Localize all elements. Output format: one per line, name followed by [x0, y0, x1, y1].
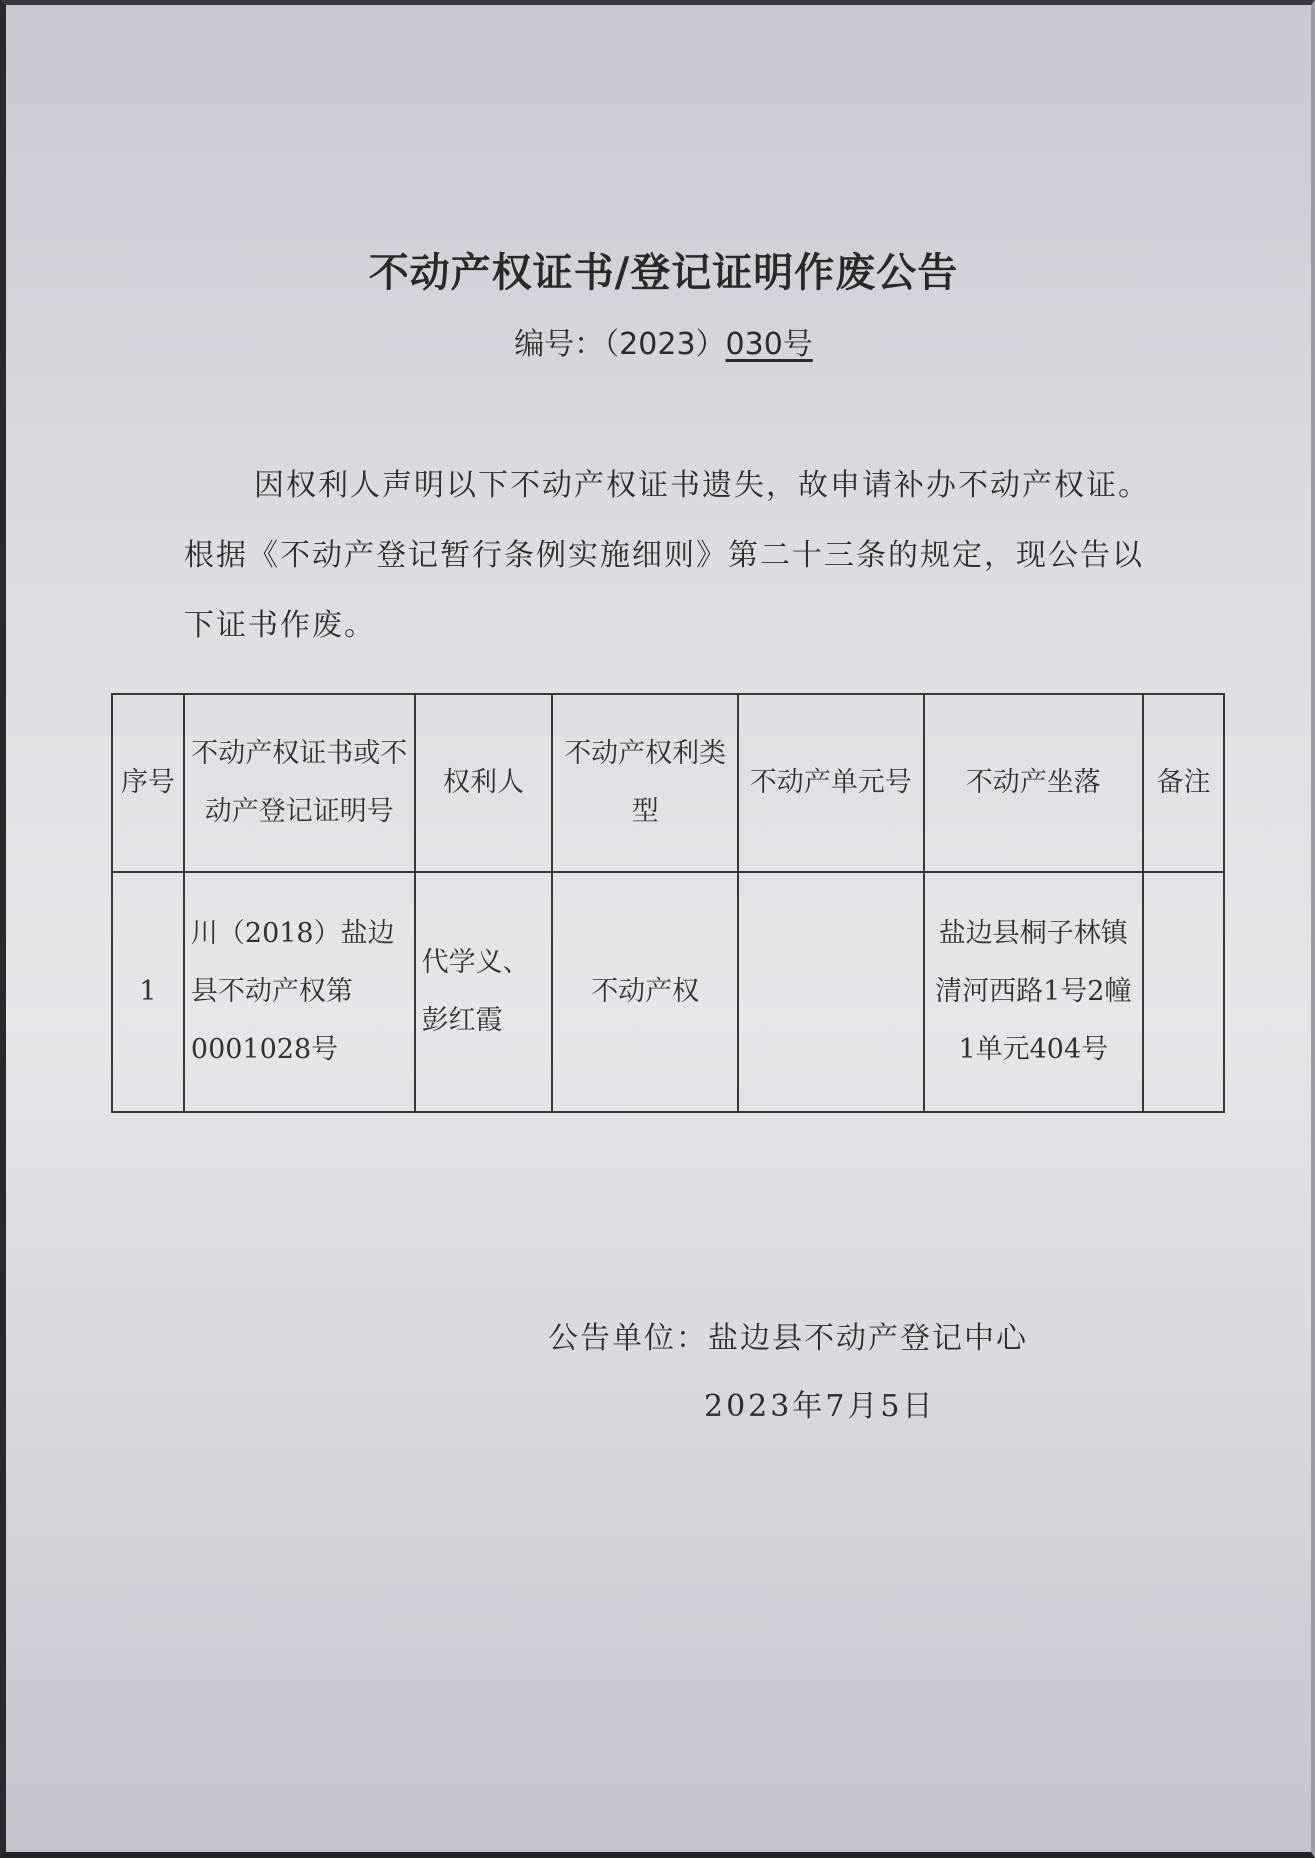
- header-remark: 备注: [1143, 694, 1224, 872]
- table-row: [112, 872, 1224, 1112]
- header-cert-no: 不动产权证书或不动产登记证明号: [184, 694, 415, 872]
- cell-location: 盐边县桐子林镇清河西路1号2幢1单元404号: [924, 872, 1144, 1112]
- header-seq: 序号: [112, 694, 184, 872]
- table-header-row: [112, 694, 1224, 872]
- cell-unit-no: [738, 872, 924, 1112]
- announcement-paragraph: 因权利人声明以下不动产权证书遗失，故申请补办不动产权证。根据《不动产登记暂行条例实施细则》第二十三条的规定，现公告以下证书作废。: [184, 468, 1150, 643]
- document-number-prefix: 编号：（2023）: [514, 327, 726, 362]
- certificate-table: [111, 693, 1225, 1113]
- header-holder: 权利人: [415, 694, 553, 872]
- cell-remark: [1143, 872, 1224, 1112]
- document-number-value: 030号: [725, 327, 813, 362]
- document-title: 不动产权证书/登记证明作废公告: [368, 249, 959, 296]
- issuing-unit: 公告单位：盐边县不动产登记中心: [548, 1321, 1028, 1356]
- cell-cert-no: 川（2018）盐边县不动产权第0001028号: [184, 872, 415, 1112]
- cell-right-type: 不动产权: [552, 872, 738, 1112]
- header-right-type: 不动产权利类 型: [552, 694, 738, 872]
- header-unit-no: 不动产单元号: [738, 694, 924, 872]
- header-location: 不动产坐落: [924, 694, 1144, 872]
- cell-holder: 代学义、彭红霞: [415, 872, 553, 1112]
- issue-date: 2023年7月5日: [704, 1389, 936, 1424]
- document-number: [6, 319, 1315, 363]
- cell-seq: 1: [112, 872, 184, 1112]
